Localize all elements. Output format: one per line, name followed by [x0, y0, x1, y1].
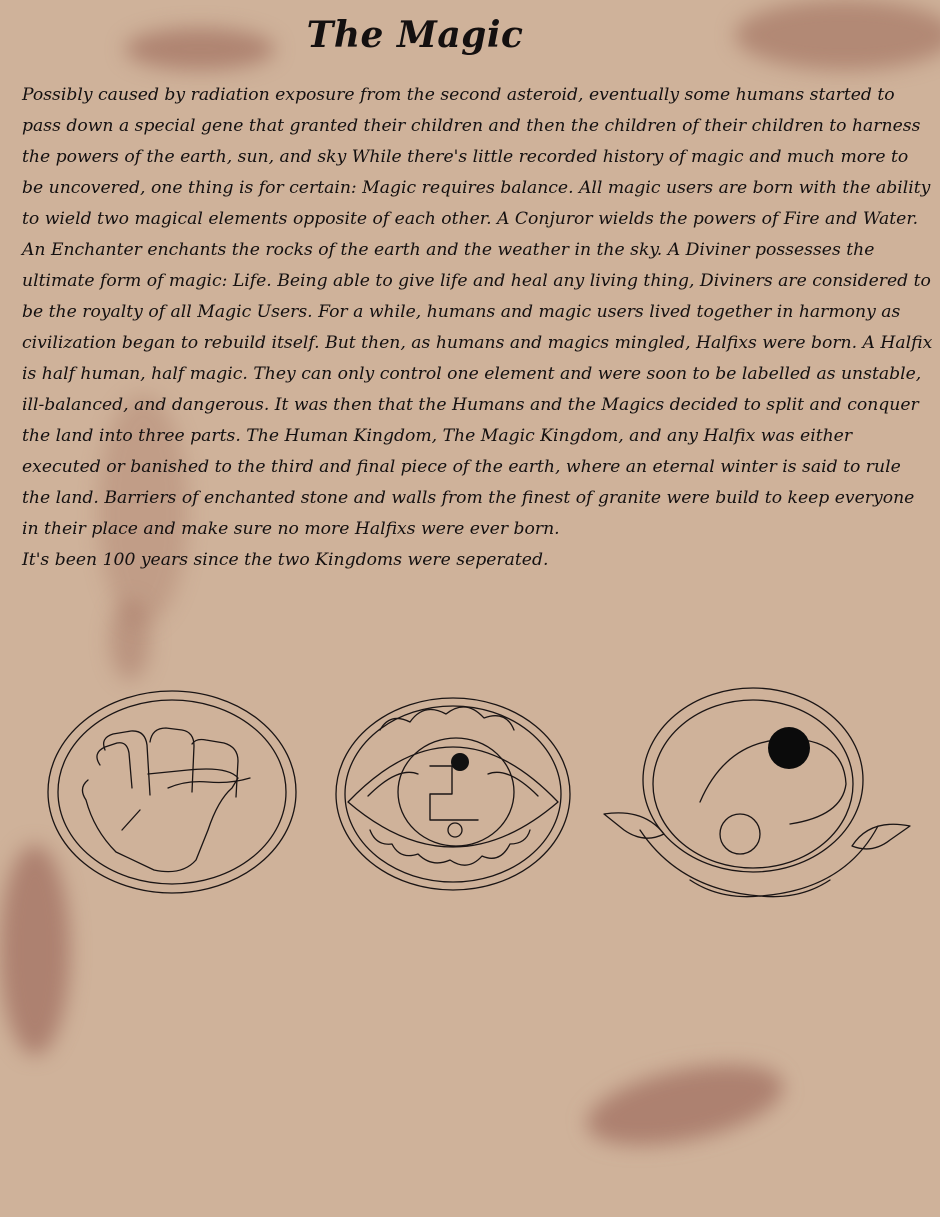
fist-emblem-icon	[48, 691, 296, 893]
eye-emblem-icon	[336, 698, 570, 890]
story-paragraph: Possibly caused by radiation exposure from the second asteroid, eventually some humans started to pass down a special gene that granted their children and then the children of their children to harness the powers of the earth, sun, and sky While there's little recorded history of magic and much more to be uncovered, one thing is for certain: Magic requires balance. All magic users are born with the ability to wield two magical elements opposite of each other. A Conjuror wields the powers of Fire and Water. An Enchanter enchants the rocks of the earth and the weather in the sky. A Diviner possesses the ultimate form of magic: Life. Being able to give life and heal any living thing, Diviners are considered to be the royalty of all Magic Users. For a while, humans and magic users lived together in harmony as civilization began to rebuild itself. But then, as humans and magics mingled, Halfixs were born. A Halfix is half human, half magic. They can only control one element and were soon to be labelled as unstable, ill-balanced, and dangerous. It was then that the Humans and the Magics decided to split and conquer the land into three parts. The Human Kingdom, The Magic Kingdom, and any Halfix was either executed or banished to the third and final piece of the earth, where an eternal winter is said to rule the land. Barriers of enchanted stone and walls from the finest of granite were build to keep everyone in their place and make sure no more Halfixs were ever born.	[22, 85, 933, 539]
story-closing-line: It's been 100 years since the two Kingdoms were seperated.	[22, 550, 549, 570]
story-text	[22, 80, 934, 576]
stain-mark	[580, 1050, 790, 1160]
yin-yang-lotus-emblem-icon	[604, 688, 910, 897]
page-title: The Magic	[306, 14, 524, 56]
magic-emblems	[0, 670, 940, 930]
